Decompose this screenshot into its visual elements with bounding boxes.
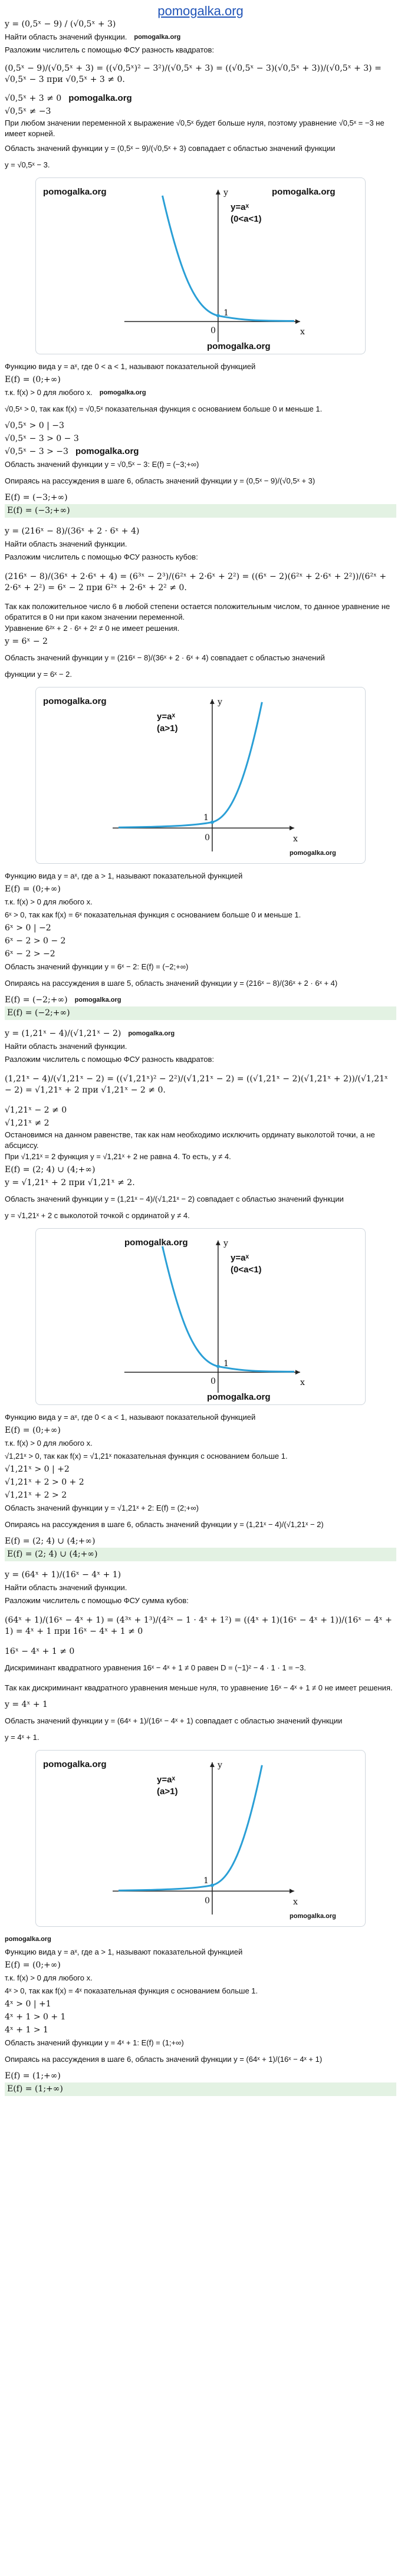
text-line: [5, 1933, 396, 1946]
watermark: pomogalka.org: [74, 996, 121, 1004]
text-line: т.к. f(x) > 0 для любого x.: [5, 1973, 93, 1983]
watermark: pomogalka.org: [68, 93, 132, 103]
equation: y = √1,21ˣ + 2 при √1,21ˣ ≠ 2.: [5, 1177, 135, 1187]
equation: y = (64ˣ + 1)/(16ˣ − 4ˣ + 1): [5, 1570, 121, 1580]
equation: √0,5ˣ + 3 ≠ 0 pomogalka.org: [5, 92, 396, 105]
text-line: Область значений функции y = √1,21ˣ + 2: E(f) = (2;+∞): [5, 1504, 199, 1513]
equation: √0,5ˣ > 0 | −3: [5, 420, 64, 430]
graph-increasing-exponent: [35, 687, 366, 864]
equation: √0,5ˣ − 3 > 0 − 3: [5, 433, 79, 443]
text-line: y = 4ˣ + 1.: [5, 1733, 40, 1742]
equation: E(f) = (0;+∞): [5, 1960, 61, 1970]
equation: 4ˣ + 1 > 1: [5, 2025, 48, 2035]
text-line: При √1,21ˣ = 2 функция y = √1,21ˣ + 2 не равна 4. То есть, y ≠ 4.: [5, 1152, 231, 1162]
section-4: [5, 1568, 396, 2096]
equation: y = 4ˣ + 1: [5, 1699, 48, 1709]
equation: 16ˣ − 4ˣ + 1 ≠ 0: [5, 1646, 75, 1656]
watermark: pomogalka.org: [207, 1392, 271, 1403]
section-3: [5, 1027, 396, 1561]
equation: E(f) = (2; 4) ∪ (4;+∞): [5, 1164, 96, 1175]
answer-line: E(f) = (−2;+∞) pomogalka.org: [5, 995, 121, 1005]
graph-function-label: y=aˣ: [157, 1774, 175, 1785]
tick-label-one: 1: [203, 1876, 209, 1886]
equation: y = (216ˣ − 8)/(36ˣ + 2 · 6ˣ + 4): [5, 526, 140, 536]
text-line: Опираясь на рассуждения в шаге 6, область значений функции y = (0,5ˣ − 9)/(√0,5ˣ + 3): [5, 476, 315, 486]
equation: √1,21ˣ − 2 ≠ 0: [5, 1105, 67, 1115]
text-line: Найти область значений функции.: [5, 1042, 127, 1051]
tick-label-one: 1: [223, 308, 229, 318]
text-line: Область значений функции y = 4ˣ + 1: E(f) = (1;+∞): [5, 2038, 184, 2048]
graph-function-label: y=aˣ: [231, 202, 249, 213]
watermark: pomogalka.org: [5, 1935, 51, 1943]
equation: E(f) = (0;+∞): [5, 1425, 61, 1435]
text-line: т.к. f(x) > 0 для любого x. pomogalka.org: [5, 388, 146, 397]
graph-condition-label: (a>1): [157, 723, 178, 734]
graph-increasing-exponent-2: [35, 1750, 366, 1927]
equation: 6ˣ − 2 > 0 − 2: [5, 936, 66, 946]
answer-line: E(f) = (−3;+∞): [5, 492, 68, 502]
x-axis-label: x: [300, 327, 305, 337]
text-line: Дискриминант квадратного уравнения 16ˣ − 4ˣ + 1 ≠ 0 равен D = (−1)² − 4 · 1 · 1 = −3.: [5, 1663, 306, 1673]
equation: 4ˣ > 0 | +1: [5, 1999, 51, 2009]
text-line: Опираясь на рассуждения в шаге 6, область значений функции y = (1,21ˣ − 4)/(√1,21ˣ − 2): [5, 1520, 324, 1529]
text-line: Функцию вида y = aˣ, где a > 1, называют показательной функцией: [5, 1947, 243, 1957]
site-header: [5, 0, 396, 18]
y-axis-label: y: [223, 188, 228, 198]
equation: √1,21ˣ ≠ 2: [5, 1118, 50, 1128]
tick-label-one: 1: [203, 813, 209, 823]
equation: √1,21ˣ + 2 > 2: [5, 1490, 67, 1500]
text-line: функции y = 6ˣ − 2.: [5, 670, 72, 679]
equation: √1,21ˣ > 0 | +2: [5, 1464, 70, 1474]
text-line: Разложим числитель с помощью ФСУ разность квадратов:: [5, 1055, 215, 1064]
text-line: Функцию вида y = aˣ, где 0 < a < 1, называют показательной функцией: [5, 1413, 256, 1422]
y-axis-label: y: [223, 1239, 228, 1249]
equation: y = 6ˣ − 2: [5, 636, 48, 646]
graph-svg: [36, 1229, 365, 1404]
text-line: Область значений функции y = (64ˣ + 1)/(16ˣ − 4ˣ + 1) совпадает с областью значений функции: [5, 1716, 343, 1726]
site-logo-link[interactable]: pomogalka.org: [157, 4, 244, 18]
origin-label: 0: [211, 1377, 216, 1387]
text-line: Так как положительное число 6 в любой степени остается положительным числом, то данное уравнение не обратится в 0 ни при каком значении переменной.: [5, 601, 390, 621]
equation: (216ˣ − 8)/(36ˣ + 2·6ˣ + 4) = (6³ˣ − 2³)/(6²ˣ + 2·6ˣ + 2²) = ((6ˣ − 2)(6²ˣ + 2·6ˣ + 2²))/(6²ˣ + 2·6ˣ + 2²) = 6ˣ − 2 при 6²ˣ + 2·6ˣ + 2² ≠ 0.: [5, 572, 387, 593]
equation: (0,5ˣ − 9)/(√0,5ˣ + 3) = ((√0,5ˣ)² − 3²)/(√0,5ˣ + 3) = ((√0,5ˣ − 3)(√0,5ˣ + 3))/(√0,5ˣ + 3) = √0,5ˣ − 3 при √0,5ˣ + 3 ≠ 0.: [5, 64, 382, 84]
text-line: Область значений функции y = (216ˣ − 8)/(36ˣ + 2 · 6ˣ + 4) совпадает с областью значений: [5, 653, 325, 663]
answer-highlight: E(f) = (2; 4) ∪ (4;+∞): [5, 1548, 396, 1561]
text-line: Уравнение 6²ˣ + 2 · 6ˣ + 2² ≠ 0 не имеет решения.: [5, 624, 180, 633]
graph-function-label: y=aˣ: [157, 712, 175, 722]
answer-highlight: E(f) = (1;+∞): [5, 2082, 396, 2096]
text-line: Разложим числитель с помощью ФСУ разность квадратов:: [5, 45, 215, 55]
equation: √0,5ˣ − 3 > −3 pomogalka.org: [5, 445, 396, 458]
equation: 6ˣ > 0 | −2: [5, 923, 51, 933]
text-line: Опираясь на рассуждения в шаге 6, область значений функции y = (64ˣ + 1)/(16ˣ − 4ˣ + 1): [5, 2055, 323, 2064]
answer-highlight: E(f) = (−3;+∞): [5, 504, 396, 518]
equation: E(f) = (0;+∞): [5, 374, 61, 384]
watermark: pomogalka.org: [128, 1029, 175, 1037]
answer-line: E(f) = (1;+∞): [5, 2071, 61, 2081]
text-line: Опираясь на рассуждения в шаге 5, область значений функции y = (216ˣ − 8)/(36ˣ + 2 · 6ˣ + 4): [5, 979, 338, 988]
equation: 6ˣ − 2 > −2: [5, 949, 55, 959]
watermark: pomogalka.org: [43, 696, 107, 707]
text-line: Остановимся на данном равенстве, так как нам необходимо исключить ординату выколотой точки, а не абсциссу.: [5, 1130, 375, 1150]
text-line: Найти область значений функции.: [5, 539, 127, 549]
watermark: pomogalka.org: [290, 850, 336, 857]
origin-label: 0: [205, 833, 210, 843]
answer-highlight: E(f) = (−2;+∞): [5, 1006, 396, 1020]
text-line: 6ˣ > 0, так как f(x) = 6ˣ показательная функция с основанием больше 0 и меньше 1.: [5, 910, 301, 920]
watermark: pomogalka.org: [99, 389, 146, 396]
text-line: y = √1,21ˣ + 2 с выколотой точкой с ординатой y ≠ 4.: [5, 1211, 190, 1220]
equation: (64ˣ + 1)/(16ˣ − 4ˣ + 1) = (4³ˣ + 1³)/(4²ˣ − 1 · 4ˣ + 1²) = ((4ˣ + 1)(16ˣ − 4ˣ + 1))/(16ˣ − 4ˣ + 1) = 4ˣ + 1 при 16ˣ − 4ˣ + 1 ≠ 0: [5, 1616, 392, 1636]
graph-decreasing-exponent-2: [35, 1228, 366, 1405]
graph-svg: [36, 687, 365, 863]
watermark: pomogalka.org: [134, 33, 181, 41]
section-2: [5, 525, 396, 1020]
text-line: √1,21ˣ > 0, так как f(x) = √1,21ˣ показательная функция с основанием больше 1.: [5, 1452, 288, 1461]
equation: √0,5ˣ ≠ −3: [5, 106, 51, 116]
text-line: Разложим числитель с помощью ФСУ разность кубов:: [5, 552, 198, 562]
watermark: pomogalka.org: [290, 1912, 336, 1920]
origin-label: 0: [211, 326, 216, 336]
x-axis-label: x: [293, 1897, 298, 1907]
text-line: Функцию вида y = aˣ, где 0 < a < 1, называют показательной функцией: [5, 362, 256, 371]
watermark: pomogalka.org: [207, 341, 271, 352]
origin-label: 0: [205, 1896, 210, 1906]
text-line: Область значений функции y = 6ˣ − 2: E(f) = (−2;+∞): [5, 962, 189, 972]
y-axis-label: y: [218, 1760, 222, 1770]
text-line: Так как дискриминант квадратного уравнения меньше нуля, то уравнение 16ˣ − 4ˣ + 1 ≠ 0 не имеет решения.: [5, 1683, 393, 1693]
graph-svg: [36, 1751, 365, 1926]
equation: y = (0,5ˣ − 9) / (√0,5ˣ + 3): [5, 19, 116, 29]
equation: E(f) = (0;+∞): [5, 884, 61, 894]
text-line: Найти область значений функции.: [5, 1583, 127, 1593]
graph-condition-label: (a>1): [157, 1786, 178, 1797]
equation: y = (1,21ˣ − 4)/(√1,21ˣ − 2) pomogalka.org: [5, 1028, 175, 1038]
watermark: pomogalka.org: [43, 187, 107, 198]
x-axis-label: x: [293, 834, 298, 844]
tick-label-one: 1: [223, 1359, 229, 1369]
text-line: Область значений функции y = (0,5ˣ − 9)/(√0,5ˣ + 3) совпадает с областью значений функции: [5, 144, 336, 153]
text-line: Область значений функции y = √0,5ˣ − 3: E(f) = (−3;+∞): [5, 460, 199, 469]
equation: 4ˣ + 1 > 0 + 1: [5, 2012, 66, 2022]
text-line: Разложим числитель с помощью ФСУ сумма кубов:: [5, 1596, 189, 1606]
text-line: Функцию вида y = aˣ, где a > 1, называют показательной функцией: [5, 871, 243, 881]
watermark: pomogalka.org: [43, 1759, 107, 1769]
graph-condition-label: (0<a<1): [231, 214, 262, 225]
text-line: Найти область значений функции. pomogalka.org: [5, 32, 181, 42]
watermark: pomogalka.org: [75, 446, 139, 456]
equation: (1,21ˣ − 4)/(√1,21ˣ − 2) = ((√1,21ˣ)² − 2²)/(√1,21ˣ − 2) = ((√1,21ˣ − 2)(√1,21ˣ + 2))/(√1,21ˣ − 2) = √1,21ˣ + 2 при √1,21ˣ − 2 ≠ 0.: [5, 1074, 388, 1095]
graph-function-label: y=aˣ: [231, 1253, 249, 1264]
text-line: т.к. f(x) > 0 для любого x.: [5, 897, 93, 907]
x-axis-label: x: [300, 1378, 305, 1388]
text-line: 4ˣ > 0, так как f(x) = 4ˣ показательная функция с основанием больше 1.: [5, 1986, 258, 1996]
equation: √1,21ˣ + 2 > 0 + 2: [5, 1477, 84, 1487]
graph-condition-label: (0<a<1): [231, 1265, 262, 1275]
watermark: pomogalka.org: [272, 187, 336, 198]
section-1: [5, 18, 396, 518]
text-line: √0,5ˣ > 0, так как f(x) = √0,5ˣ показательная функция с основанием больше 0 и меньше 1.: [5, 404, 323, 414]
y-axis-label: y: [218, 698, 222, 708]
answer-line: E(f) = (2; 4) ∪ (4;+∞): [5, 1536, 96, 1546]
text-line: т.к. f(x) > 0 для любого x.: [5, 1439, 93, 1448]
text-line: При любом значении переменной x выражение √0,5ˣ будет больше нуля, поэтому уравнение √0,5ˣ = −3 не имеет корней.: [5, 119, 384, 138]
watermark: pomogalka.org: [124, 1238, 188, 1248]
text-line: y = √0,5ˣ − 3.: [5, 160, 50, 170]
text-line: Область значений функции y = (1,21ˣ − 4)/(√1,21ˣ − 2) совпадает с областью значений функции: [5, 1195, 344, 1204]
graph-decreasing-exponent: [35, 177, 366, 354]
graph-svg: [36, 178, 365, 354]
